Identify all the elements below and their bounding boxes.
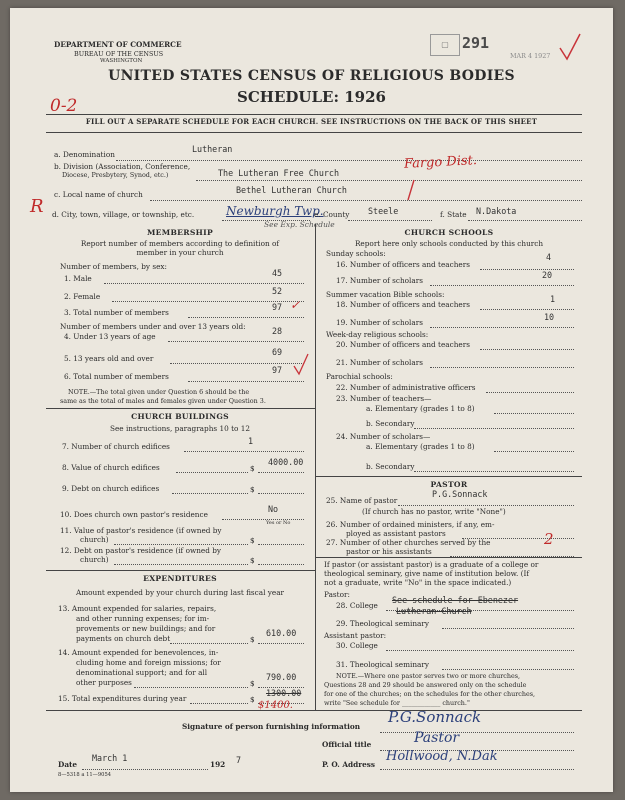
red-r-mark: R (30, 196, 44, 217)
expenditures-sub: Amount expended by your church during last fiscal year (75, 588, 285, 597)
red-check-icon (558, 32, 582, 62)
pastor-sublabel: Pastor: (324, 590, 350, 599)
form-title: UNITED STATES CENSUS OF RELIGIOUS BODIES (108, 68, 515, 84)
county-label: e. County (314, 210, 350, 219)
q17-value: 20 (542, 270, 553, 280)
date-label: Date (58, 760, 78, 769)
q10-value: No (268, 504, 279, 514)
pastor-note-1: NOTE.—Where one pastor serves two or more churches, (336, 672, 521, 680)
q11-label-2: church) (80, 535, 109, 544)
buildings-title: CHURCH BUILDINGS (131, 412, 229, 421)
q15-correction: $1400. (258, 700, 293, 711)
q10-hint: Yes or No (266, 520, 291, 526)
q31-label: 31. Theological seminary (336, 660, 429, 669)
state-label: f. State (440, 210, 467, 219)
q14-line4: other purposes (76, 678, 132, 687)
date-value: March 1 (92, 753, 128, 763)
q13-line2: and other running expenses; for im- (76, 614, 210, 623)
q13-line4: payments on church debt (76, 634, 171, 643)
grad-note-1: If pastor (or assistant pastor) is a graduate of a college or (324, 560, 539, 569)
q24-label: 24. Number of scholars— (336, 432, 431, 441)
q27-label: 27. Number of other churches served by the (326, 538, 491, 547)
red-tick-icon (406, 178, 422, 204)
q14-line1: 14. Amount expended for benevolences, in- (58, 648, 219, 657)
pastor-note-3: for one of the churches; on the schedules for the other churches, (324, 690, 536, 698)
signature-label: Signature of person furnishing information (182, 722, 361, 731)
assistant-sublabel: Assistant pastor: (324, 631, 387, 640)
official-title-label: Official title (322, 740, 372, 749)
q14-dollar: $ (250, 679, 255, 688)
q10-label: 10. Does church own pastor's residence (60, 510, 208, 519)
q13-line1: 13. Amount expended for salaries, repairs, (58, 604, 217, 613)
membership-sub1: Report number of members according to definition of (80, 239, 280, 248)
q2-label: 2. Female (64, 292, 101, 301)
church-name-value: Bethel Lutheran Church (236, 185, 347, 195)
members-by-sex: Number of members, by sex: (60, 262, 167, 271)
q25-hint: (If church has no pastor, write "None") (362, 507, 506, 516)
division-value: The Lutheran Free Church (218, 168, 340, 178)
q27-label-2: pastor or his assistants (346, 547, 432, 556)
q14-value: 790.00 (266, 672, 297, 682)
q28-label: 28. College (336, 601, 378, 610)
membership-title: MEMBERSHIP (146, 228, 214, 237)
q23a-label: a. Elementary (grades 1 to 8) (366, 404, 475, 413)
q27-value: 2 (544, 530, 554, 548)
q23-label: 23. Number of teachers— (336, 394, 432, 403)
q12-dollar: $ (250, 556, 255, 565)
q4-label: 4. Under 13 years of age (64, 332, 156, 341)
q6-label: 6. Total number of members (64, 372, 169, 381)
division-label: b. Division (Association, Conference, (54, 162, 191, 171)
schools-sub: Report here only schools conducted by this church (354, 239, 544, 248)
q28-value-2: Lutheran Church (396, 606, 472, 616)
q13-value: 610.00 (266, 628, 297, 638)
q8-dollar: $ (250, 464, 255, 473)
denomination-label: a. Denomination (54, 150, 115, 159)
q15-value: 1300.00 (266, 688, 302, 698)
form-code: 8—5318 a 11—9054 (58, 772, 112, 778)
city-value: Newburgh Twp. (226, 204, 324, 218)
stamp-number: 291 (462, 34, 490, 52)
q5-value: 69 (272, 347, 283, 357)
year-prefix: 192 (210, 760, 226, 769)
pastor-note-4: write "See schedule for ____________ church." (324, 699, 470, 707)
schools-title: CHURCH SCHOOLS (404, 228, 494, 237)
q17-label: 17. Number of scholars (336, 276, 423, 285)
buildings-sub: See instructions, paragraphs 10 to 12 (109, 424, 251, 433)
q12-label: 12. Debt on pastor's residence (if owned by (60, 546, 222, 555)
signature-value: P.G.Sonnack (388, 708, 482, 726)
pastor-note-2: Questions 28 and 29 should be answered only on the schedule (324, 681, 527, 689)
po-address-value: Hollwood, N.Dak (386, 749, 498, 764)
members-by-age: Number of members under and over 13 years old: (60, 322, 246, 331)
q14-line3: denominational support; and for all (76, 668, 208, 677)
q13-dollar: $ (250, 635, 255, 644)
q28-value: See schedule for Ebenezer (392, 595, 519, 605)
form-instruction: FILL OUT A SEPARATE SCHEDULE FOR EACH CHURCH. SEE INSTRUCTIONS ON THE BACK OF THIS SHEET (85, 117, 538, 126)
q6-check-icon (292, 352, 310, 376)
grad-note-3: not a graduate, write "No" in the space indicated.) (324, 578, 512, 587)
bureau-label: BUREAU OF THE CENSUS (74, 50, 164, 58)
dept-label: DEPARTMENT OF COMMERCE (54, 40, 182, 49)
q15-dollar: $ (250, 695, 255, 704)
census-schedule-sheet (10, 8, 613, 792)
q1-label: 1. Male (64, 274, 92, 283)
q24a-label: a. Elementary (grades 1 to 8) (366, 442, 475, 451)
q11-dollar: $ (250, 536, 255, 545)
q14-line2: cluding home and foreign missions; for (76, 658, 221, 667)
q8-label: 8. Value of church edifices (62, 463, 160, 472)
q24b-label: b. Secondary (366, 462, 415, 471)
membership-sub2: member in your church (136, 248, 224, 257)
q12-label-2: church) (80, 555, 109, 564)
q21-label: 21. Number of scholars (336, 358, 423, 367)
year-value: 7 (236, 755, 242, 765)
q6-value: 97 (272, 365, 283, 375)
weekday-schools: Week-day religious schools: (326, 330, 429, 339)
q7-value: 1 (248, 436, 254, 446)
q20-label: 20. Number of officers and teachers (336, 340, 470, 349)
parochial-schools: Parochial schools: (326, 372, 393, 381)
form-schedule: SCHEDULE: 1926 (237, 88, 386, 106)
county-value: Steele (368, 206, 399, 216)
q16-label: 16. Number of officers and teachers (336, 260, 470, 269)
q26-label-2: ployed as assistant pastors (346, 529, 446, 538)
q3-label: 3. Total number of members (64, 308, 169, 317)
grad-note-2: theological seminary, give name of institution below. (If (324, 569, 530, 578)
q2-value: 52 (272, 286, 283, 296)
q18-value: 1 (550, 294, 556, 304)
q19-value: 10 (544, 312, 555, 322)
q19-label: 19. Number of scholars (336, 318, 423, 327)
q4-value: 28 (272, 326, 283, 336)
q7-label: 7. Number of church edifices (62, 442, 170, 451)
stamp-date: MAR 4 1927 (510, 52, 551, 60)
q8-value: 4000.00 (268, 457, 304, 467)
q9-label: 9. Debt on church edifices (62, 484, 160, 493)
q30-label: 30. College (336, 641, 378, 650)
q16-value: 4 (546, 252, 552, 262)
pastor-title: PASTOR (430, 480, 468, 489)
sunday-schools: Sunday schools: (326, 249, 386, 258)
membership-note-1: NOTE.—The total given under Question 6 should be the (68, 388, 250, 396)
q26-label: 26. Number of ordained ministers, if any, em- (326, 520, 495, 529)
q9-dollar: $ (250, 485, 255, 494)
church-name-label: c. Local name of church (54, 190, 143, 199)
q13-line3: provements or new buildings; and for (76, 624, 216, 633)
q5-label: 5. 13 years old and over (64, 354, 154, 363)
q29-label: 29. Theological seminary (336, 619, 429, 628)
stamp-box: ▢ (430, 34, 460, 56)
state-value: N.Dakota (476, 206, 517, 216)
q3-value: 97 (272, 302, 283, 312)
denomination-value: Lutheran (192, 144, 233, 154)
q25-label: 25. Name of pastor (326, 496, 398, 505)
q15-label: 15. Total expenditures during year (58, 694, 187, 703)
q3-check-icon: ✓ (290, 298, 301, 312)
city-note: See Exp. Schedule (264, 220, 335, 229)
po-address-label: P. O. Address (322, 760, 375, 769)
q11-label: 11. Value of pastor's residence (if owned by (60, 526, 222, 535)
q23b-label: b. Secondary (366, 419, 415, 428)
city-label: WASHINGTON (100, 58, 143, 64)
city-label: d. City, town, village, or township, etc. (52, 210, 195, 219)
q18-label: 18. Number of officers and teachers (336, 300, 470, 309)
q25-value: P.G.Sonnack (432, 489, 488, 499)
division-label-2: Diocese, Presbytery, Synod, etc.) (62, 171, 169, 179)
summer-schools: Summer vacation Bible schools: (326, 290, 445, 299)
q22-label: 22. Number of administrative officers (336, 383, 476, 392)
expenditures-title: EXPENDITURES (143, 574, 217, 583)
red-mark: 0-2 (50, 96, 78, 116)
q1-value: 45 (272, 268, 283, 278)
official-title-value: Pastor (414, 730, 460, 746)
membership-note-2: same as the total of males and females given under Question 3. (60, 397, 266, 405)
division-note: Fargo Dist. (403, 153, 478, 172)
